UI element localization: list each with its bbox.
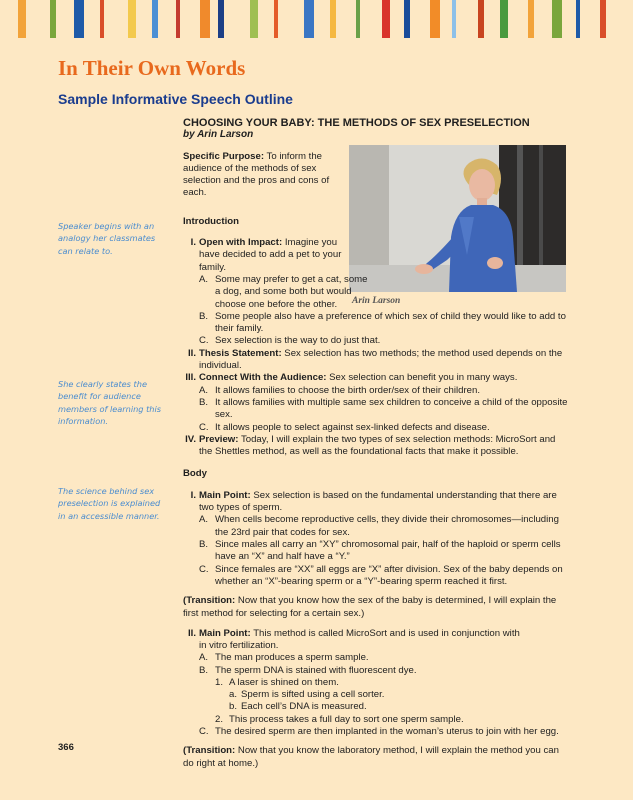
subitem-letter: A. xyxy=(199,514,209,526)
subitem-letter: C. xyxy=(199,726,209,738)
transition-text: Now that you know how the sex of the baby is determined, I will explain the first method for selecting for a certain sex.) xyxy=(183,595,557,619)
subitem-letter: B. xyxy=(199,664,209,676)
outline-item xyxy=(183,372,571,384)
subitem-letter: C. xyxy=(199,563,209,575)
stripe xyxy=(552,0,562,38)
subitem-letter: A. xyxy=(199,652,209,664)
outline-subitem xyxy=(183,539,571,564)
subitem-text: Sex selection is the way to do just that. xyxy=(215,335,381,347)
outline-subitem xyxy=(183,397,571,422)
body-heading: Body xyxy=(183,468,207,480)
item-text: Sex selection has two methods; the method used depends on the individual. xyxy=(199,347,563,372)
outline-subsubitem xyxy=(183,714,571,726)
speech-title: CHOOSING YOUR BABY: THE METHODS OF SEX PRESELECTION xyxy=(183,117,530,129)
item-label: Preview: xyxy=(199,433,239,445)
outline-subitem xyxy=(183,652,571,664)
subsubsubitem-letter: a. xyxy=(229,689,238,701)
item-label: Connect With the Audience: xyxy=(199,372,327,384)
specific-purpose xyxy=(183,151,348,200)
subitem-text: Some may prefer to get a cat, some a dog, and some both but would choose one before the other. xyxy=(215,273,368,310)
purpose-label: Specific Purpose: xyxy=(183,150,265,162)
item-number: I. xyxy=(190,489,196,501)
stripe xyxy=(576,0,580,38)
outline-item xyxy=(183,237,359,274)
item-text: Sex selection can benefit you in many ways. xyxy=(326,372,518,384)
stripe xyxy=(274,0,278,38)
subsubsubitem-text: Sperm is sifted using a cell sorter. xyxy=(241,689,385,701)
transition-label: (Transition: xyxy=(183,745,236,757)
subsubitem-number: 2. xyxy=(215,713,224,725)
subitem-text: When cells become reproductive cells, they divide their chromosomes—including the 23rd pair that codes for sex. xyxy=(215,514,559,538)
subitem-letter: B. xyxy=(199,538,209,550)
subitem-letter: B. xyxy=(199,310,209,322)
stripe xyxy=(452,0,456,38)
subitem-text: It allows people to select against sex-linked defects and disease. xyxy=(215,421,490,433)
subitem-text: The sperm DNA is stained with fluorescent dye. xyxy=(215,664,417,676)
subitem-letter: A. xyxy=(199,384,209,396)
stripe xyxy=(152,0,158,38)
stripe xyxy=(304,0,314,38)
transition-statement xyxy=(183,745,571,771)
outline-subitem xyxy=(183,665,571,677)
stripe xyxy=(200,0,210,38)
outline-item xyxy=(183,628,529,653)
subitem-text: The desired sperm are then implanted in the woman’s uterus to join with her egg. xyxy=(215,726,559,738)
outline-subitem xyxy=(183,726,571,738)
subitem-letter: A. xyxy=(199,273,209,285)
decorative-stripe-band xyxy=(0,0,633,38)
item-number: II. xyxy=(188,347,196,359)
item-label: Thesis Statement: xyxy=(199,347,282,359)
margin-note: She clearly states the benefit for audience members of learning this information. xyxy=(58,379,162,426)
stripe xyxy=(50,0,56,38)
outline-subitem xyxy=(183,335,571,347)
transition-text: Now that you know the laboratory method, I will explain the method you can do right at home.) xyxy=(183,745,559,770)
subsubitem-number: 1. xyxy=(215,676,224,688)
page-number: 366 xyxy=(58,742,74,753)
stripe xyxy=(128,0,136,38)
speech-byline: by Arin Larson xyxy=(183,129,254,141)
stripe xyxy=(250,0,258,38)
subitem-text: It allows families to choose the birth order/sex of their children. xyxy=(215,384,481,396)
outline-subsubitem xyxy=(183,677,571,689)
subitem-letter: B. xyxy=(199,396,209,408)
stripe xyxy=(100,0,104,38)
stripe xyxy=(176,0,180,38)
outline-subsubsubitem xyxy=(183,701,571,713)
outline-item xyxy=(183,348,571,373)
outline-subitem xyxy=(183,422,571,434)
item-number: II. xyxy=(188,627,196,639)
outline-subsubsubitem xyxy=(183,689,571,701)
outline-subitem xyxy=(183,274,375,311)
subitem-letter: C. xyxy=(199,335,209,347)
stripe xyxy=(356,0,360,38)
subsubitem-text: This process takes a full day to sort one sperm sample. xyxy=(229,713,464,725)
item-text: Today, I will explain the two types of sex selection methods: MicroSort and the Shettles method, as well as the foundational facts that make it possible. xyxy=(199,433,556,458)
stripe xyxy=(330,0,336,38)
outline-subitem xyxy=(183,564,571,589)
stripe xyxy=(18,0,26,38)
item-text: Imagine you have decided to add a pet to your family. xyxy=(199,237,342,273)
subitem-text: The man produces a sperm sample. xyxy=(215,652,369,664)
photo-caption: Arin Larson xyxy=(352,296,401,306)
item-label: Main Point: xyxy=(199,489,251,501)
purpose-text: To inform the audience of the methods of sex selection and the pros and cons of each. xyxy=(183,150,330,199)
margin-note: The science behind sex preselection is explained in an accessible manner. xyxy=(58,486,161,521)
item-number: I. xyxy=(190,237,196,249)
item-number: IV. xyxy=(185,433,196,445)
subsubsubitem-letter: b. xyxy=(229,701,238,713)
subitem-text: Since females are “XX” all eggs are “X” after division. Sex of the baby depends on whether an “X”-bearing sperm or a “Y”-bearing sperm reached it first. xyxy=(215,563,563,587)
page-subtitle: Sample Informative Speech Outline xyxy=(58,91,293,107)
stripe xyxy=(218,0,224,38)
stripe xyxy=(430,0,440,38)
outline-subitem xyxy=(183,514,571,539)
stripe xyxy=(478,0,484,38)
item-text: Sex selection is based on the fundamental understanding that there are two types of sperm. xyxy=(199,489,557,514)
margin-note: Speaker begins with an analogy her classmates can relate to. xyxy=(58,221,156,256)
introduction-heading: Introduction xyxy=(183,215,239,227)
stripe xyxy=(528,0,534,38)
subsubitem-text: A laser is shined on them. xyxy=(229,676,339,688)
outline-subitem xyxy=(183,311,571,336)
item-label: Open with Impact: xyxy=(199,237,283,249)
subitem-text: Some people also have a preference of which sex of child they would like to add to their family. xyxy=(215,310,566,335)
item-text: This method is called MicroSort and is used in conjunction with in vitro fertilization. xyxy=(199,627,520,651)
stripe xyxy=(382,0,390,38)
outline-item xyxy=(183,490,571,515)
section-title: In Their Own Words xyxy=(58,56,246,80)
outline-subitem xyxy=(183,385,571,397)
subsubsubitem-text: Each cell’s DNA is measured. xyxy=(241,701,367,713)
subitem-text: It allows families with multiple same sex children to conceive a child of the opposite sex. xyxy=(215,396,568,421)
transition-label: (Transition: xyxy=(183,595,236,607)
stripe xyxy=(500,0,508,38)
stripe xyxy=(404,0,410,38)
speech-outline xyxy=(183,117,571,778)
subitem-text: Since males all carry an “XY” chromosomal pair, half of the haploid or sperm cells have an “X” and half have a “Y.” xyxy=(215,538,561,563)
stripe xyxy=(600,0,606,38)
subitem-letter: C. xyxy=(199,421,209,433)
item-number: III. xyxy=(185,372,196,384)
outline-item xyxy=(183,434,571,459)
stripe xyxy=(74,0,84,38)
item-label: Main Point: xyxy=(199,627,251,639)
transition-statement xyxy=(183,595,571,621)
